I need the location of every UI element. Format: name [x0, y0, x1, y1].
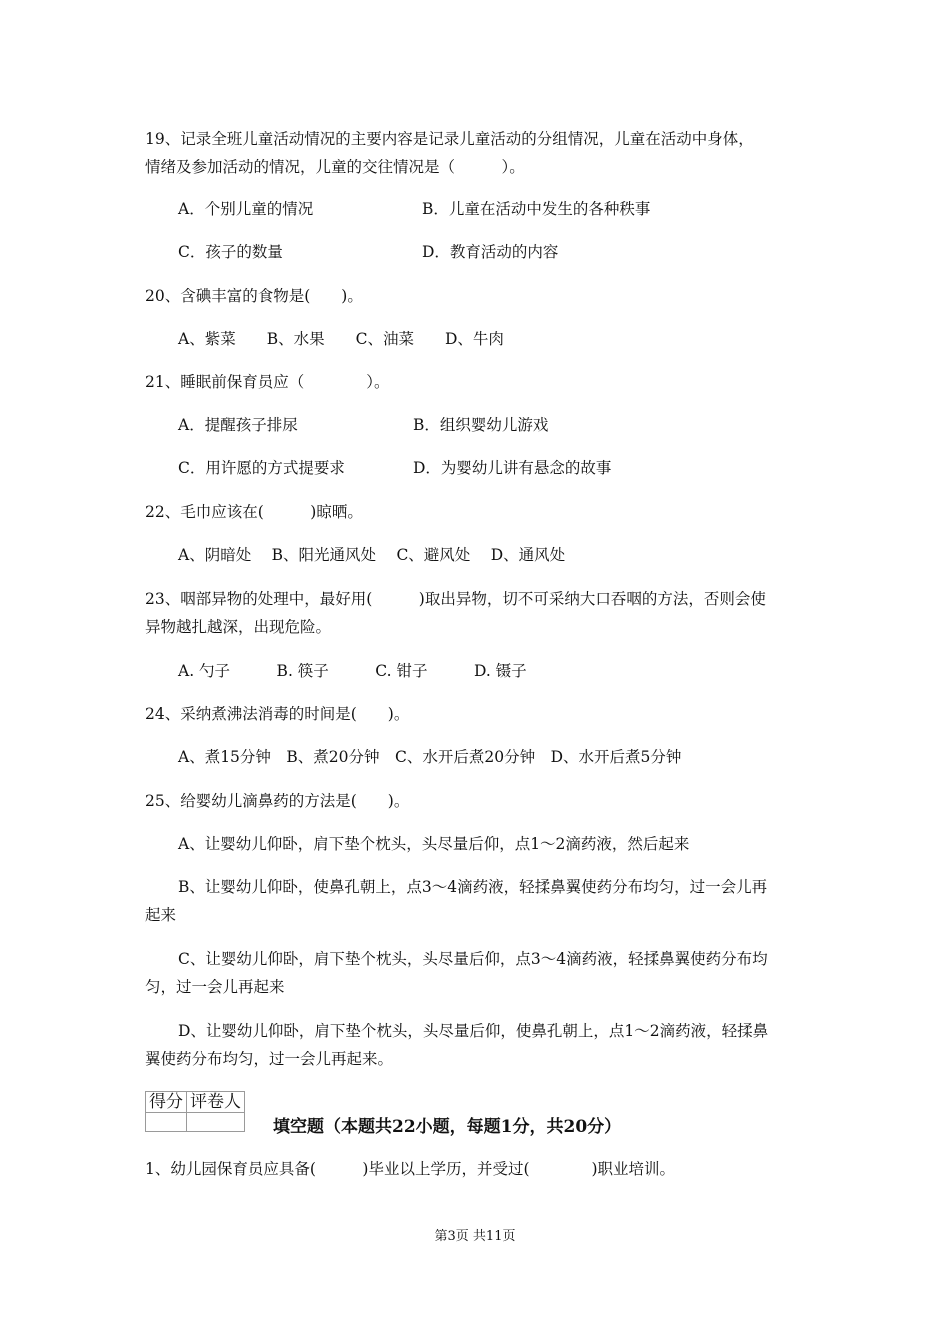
q25-option-c-line2: 匀，过一会儿再起来 — [145, 978, 285, 996]
reviewer-cell — [187, 1113, 245, 1132]
q19-option-b: B．儿童在活动中发生的各种秩事 — [422, 200, 651, 218]
q20-options: A、紫菜 B、水果 C、油菜 D、牛肉 — [178, 330, 504, 348]
q19-stem-line2: 情绪及参加活动的情况，儿童的交往情况是（ ）。 — [145, 158, 525, 176]
fill-q1: 1、幼儿园保育员应具备( )毕业以上学历，并受过( )职业培训。 — [145, 1160, 676, 1178]
q24-options: A、煮15分钟 B、煮20分钟 C、水开后煮20分钟 D、水开后煮5分钟 — [178, 748, 682, 766]
q21-option-d: D．为婴幼儿讲有悬念的故事 — [413, 459, 612, 477]
q25-option-b-line2: 起来 — [145, 906, 177, 924]
q21-option-a: A．提醒孩子排尿 — [178, 416, 298, 434]
q25-option-a: A、让婴幼儿仰卧，肩下垫个枕头，头尽量后仰，点1～2滴药液，然后起来 — [178, 835, 690, 853]
q25-stem: 25、给婴幼儿滴鼻药的方法是( )。 — [145, 792, 410, 810]
q23-options: A. 勺子 B. 筷子 C. 钳子 D. 镊子 — [178, 662, 527, 680]
q21-option-b: B．组织婴幼儿游戏 — [413, 416, 549, 434]
q21-option-c: C．用许愿的方式提要求 — [178, 459, 345, 477]
q19-stem-line1: 19、记录全班儿童活动情况的主要内容是记录儿童活动的分组情况，儿童在活动中身体， — [145, 130, 754, 148]
score-label: 得分 — [146, 1092, 187, 1113]
reviewer-label: 评卷人 — [187, 1092, 245, 1113]
q25-option-c-line1: C、让婴幼儿仰卧，肩下垫个枕头，头尽量后仰，点3～4滴药液，轻揉鼻翼使药分布均 — [178, 950, 768, 968]
score-table — [145, 1091, 245, 1132]
q22-options: A、阴暗处 B、阳光通风处 C、避风处 D、通风处 — [178, 546, 566, 564]
q23-stem-line1: 23、咽部异物的处理中，最好用( )取出异物，切不可采纳大口吞咽的方法，否则会使 — [145, 590, 766, 608]
q23-stem-line2: 异物越扎越深，出现危险。 — [145, 618, 332, 636]
q20-stem: 20、含碘丰富的食物是( )。 — [145, 287, 363, 305]
q24-stem: 24、采纳煮沸法消毒的时间是( )。 — [145, 705, 410, 723]
q25-option-b-line1: B、让婴幼儿仰卧，使鼻孔朝上，点3～4滴药液，轻揉鼻翼使药分布均匀，过一会儿再 — [178, 878, 768, 896]
q19-option-a: A．个别儿童的情况 — [178, 200, 314, 218]
page-footer: 第3页 共11页 — [434, 1229, 516, 1244]
q19-option-d: D．教育活动的内容 — [422, 243, 559, 261]
q19-option-c: C．孩子的数量 — [178, 243, 283, 261]
q22-stem: 22、毛巾应该在( )晾晒。 — [145, 503, 363, 521]
q25-option-d-line1: D、让婴幼儿仰卧，肩下垫个枕头，头尽量后仰，使鼻孔朝上，点1～2滴药液，轻揉鼻 — [178, 1022, 769, 1040]
q25-option-d-line2: 翼使药分布均匀，过一会儿再起来。 — [145, 1050, 394, 1068]
section-title: 填空题（本题共22小题，每题1分，共20分） — [273, 1117, 622, 1137]
score-cell — [146, 1113, 187, 1132]
q21-stem: 21、睡眠前保育员应（ ）。 — [145, 373, 390, 391]
